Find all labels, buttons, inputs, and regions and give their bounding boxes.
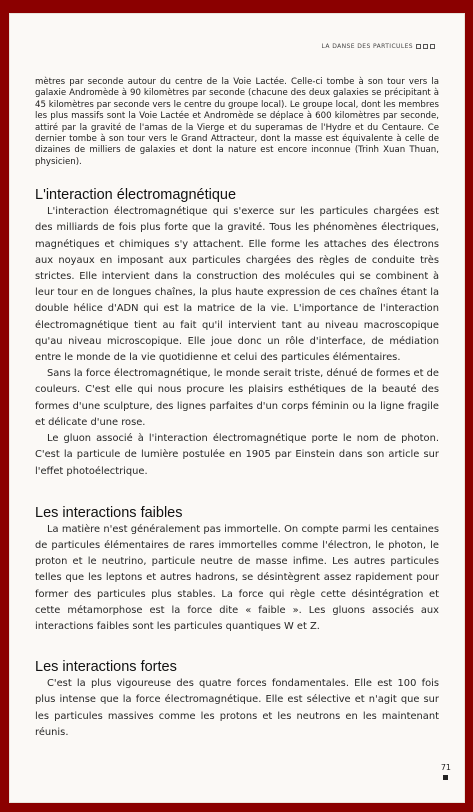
paragraph: Le gluon associé à l'interaction électromagnétique porte le nom de photon. C'est la particule de lumière postulée en 1905 par Einstein dans son article sur l'effet photoélectrique. [35, 433, 439, 477]
running-head-ornament [416, 44, 435, 49]
running-head-text: LA DANSE DES PARTICULES [321, 43, 413, 50]
square-mark-icon [416, 44, 421, 49]
page-number: 71 [440, 763, 451, 772]
paragraph: L'interaction électromagnétique qui s'exerce sur les particules chargées est des milliards de fois plus forte que la gravité. Tous les phénomènes électriques, magnétiques et chimiques s'y attachent. Elle forme les attaches des électrons aux noyaux en imposant aux particules chargées des règles de conduite très strictes. Elle intervient dans la construction des molécules qui se combinent à leur tour en de longues chaînes, la plus haute expression de ces chaînes étant la double hélice d'ADN qui est la matrice de la vie. L'importance de l'interaction électromagnétique tient au fait qu'il intervient tant au niveau macroscopique qu'au niveau microscopique. Elle joue donc un rôle d'interface, de médiation entre le monde de la vie quotidienne et celui des particules élémentaires. [35, 206, 439, 364]
running-head [322, 43, 435, 50]
section-heading-weak: Les interactions faibles [35, 504, 183, 521]
square-mark-icon [443, 775, 448, 780]
paragraph: La matière n'est généralement pas immortelle. On compte parmi les centaines de particules élémentaires de rares immortelles comme l'électron, le photon, le proton et le neutrino, particule neutre de masse infime. Les autres particules telles que les leptons et autres hadrons, se désintègrent assez rapidement pour former des particules plus stables. La force qui règle cette désintégration et cette métamorphose est la force dite « faible ». Les gluons associés aux interactions faibles sont les particules quantiques W et Z. [35, 523, 439, 632]
square-mark-icon [423, 44, 428, 49]
paragraph: C'est la plus vigoureuse des quatre forces fondamentales. Elle est 100 fois plus intense que la force électromagnétique. Elle est sélective et n'agit que sur les particules massives comme les protons et les neutrons en les maintenant réunis. [35, 678, 439, 738]
paragraph: Sans la force électromagnétique, le monde serait triste, dénué de formes et de couleurs. C'est elle qui nous procure les plaisirs esthétiques de la beauté des formes d'une sculpture, des lignes parfaites d'un corps féminin ou la ligne fragile et délicate d'une rose. [35, 368, 439, 428]
intro-paragraph: mètres par seconde autour du centre de la Voie Lactée. Celle-ci tombe à son tour vers la galaxie Andromède à 90 kilomètres par seconde (chacune des deux galaxies se précipitant à 45 kilomètres par seconde vers le centre du groupe local). Le groupe local, dont les membres les plus massifs sont la Voie Lactée et Andromède se déplace à 600 kilomètres par seconde, attiré par la gravité de l'amas de la Vierge et du superamas de l'Hydre et du Centaure. Ce dernier tombe à son tour vers le Grand Attracteur, dont la masse est équivalente à celle de dizaines de milliers de galaxies et dont la nature est encore inconnue (Trinh Xuan Thuan, physicien). [35, 77, 439, 167]
page-content [35, 77, 439, 741]
square-mark-icon [430, 44, 435, 49]
section-heading-electromagnetic: L'interaction électromagnétique [35, 187, 237, 204]
book-page [9, 13, 465, 803]
section-heading-strong: Les interactions fortes [35, 659, 177, 676]
